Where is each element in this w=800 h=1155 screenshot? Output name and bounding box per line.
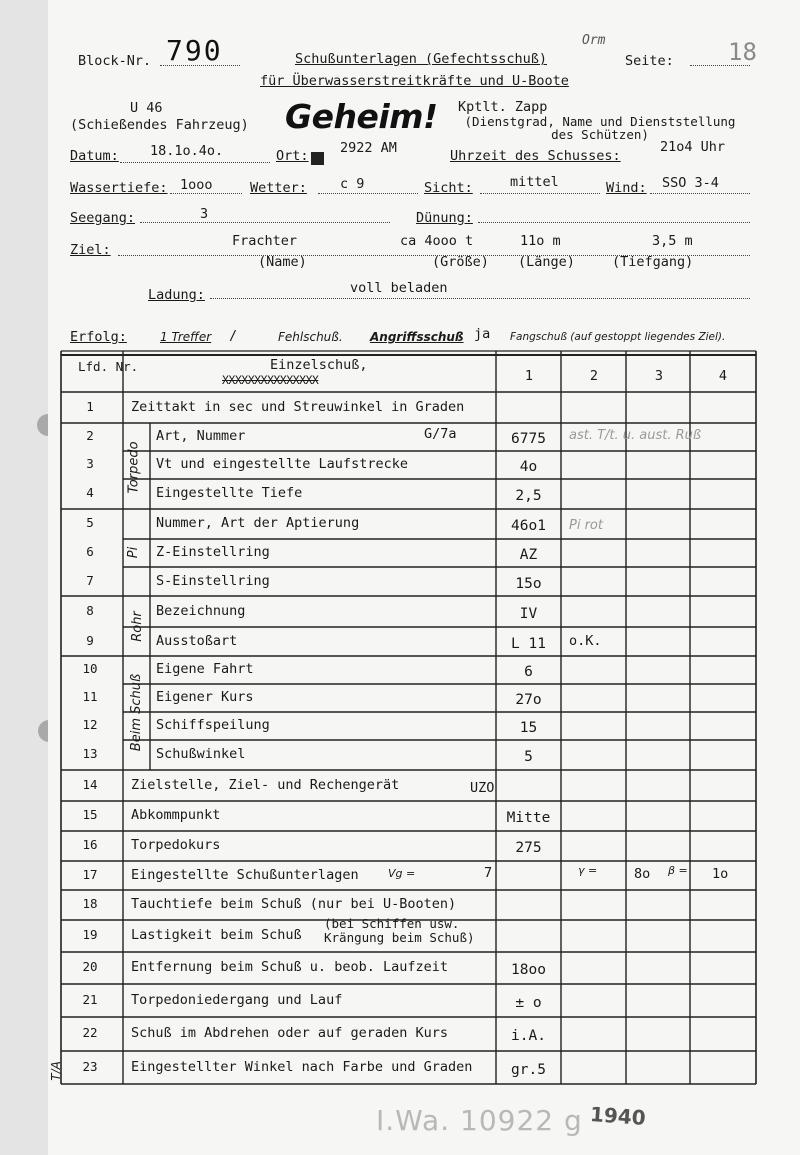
row-label: Lastigkeit beim Schuß (131, 927, 302, 943)
row-label: Eingestellte Tiefe (156, 485, 303, 501)
row-number: 2 (86, 428, 94, 443)
cell-col1: IV (519, 605, 538, 622)
cell-col2-handwritten: Pi rot (569, 518, 603, 533)
row-number: 11 (82, 689, 98, 704)
hits-value: 1 Treffer (160, 330, 212, 344)
margin-note: T/A (48, 1061, 63, 1081)
grid-square-icon (311, 149, 324, 168)
target-size: ca 4ooo t (400, 233, 474, 249)
cell-col1: i.A. (511, 1028, 546, 1044)
group-torpedo: Torpedo (126, 441, 142, 494)
cell-col1: 15 (519, 720, 538, 736)
row-number: 9 (86, 632, 94, 648)
time-value: 21o4 Uhr (660, 139, 726, 155)
result-label: Erfolg: (70, 329, 127, 345)
target-draft: 3,5 m (652, 233, 693, 249)
row-number: 6 (86, 544, 94, 559)
attack-value: ja (474, 326, 491, 342)
row-label: Schußwinkel (156, 746, 246, 762)
row-label: Art, Nummer (156, 428, 246, 444)
form-subtitle: für Überwasserstreitkräfte und U-Boote (260, 73, 569, 89)
row-label: Entfernung beim Schuß u. beob. Laufzeit (131, 959, 448, 975)
cell-col1: 15o (515, 575, 542, 592)
cell-col1: Mitte (506, 810, 551, 826)
row-label: Schuß im Abdrehen oder auf geraden Kurs (131, 1025, 448, 1041)
col-title-struck: XXXXXXXXXXXXXXX (222, 373, 319, 387)
cell-col2: o.K. (569, 632, 602, 649)
row-label: Vt und eingestellte Laufstrecke (156, 456, 408, 472)
depth-value: 1ooo (180, 177, 213, 193)
row-number: 17 (82, 866, 98, 882)
col-title-header: Einzelschuß, (270, 357, 368, 373)
target-length-caption: (Länge) (518, 254, 575, 270)
row-label: Zeittakt in sec und Streuwinkel in Graden (131, 398, 465, 415)
cargo-label: Ladung: (148, 287, 205, 303)
cell-col1: ± o (515, 994, 542, 1011)
result-slash: / (229, 328, 238, 344)
cell-col1: 46o1 (511, 518, 546, 534)
row-number: 14 (82, 776, 98, 792)
cell-col1: 5 (524, 749, 533, 765)
vessel-name: U 46 (130, 100, 163, 116)
row-number: 7 (86, 572, 94, 588)
initials-handwritten: Orm (582, 33, 606, 48)
row-label: Torpedoniedergang und Lauf (131, 991, 343, 1008)
row-label: Bezeichnung (156, 602, 246, 619)
page-number: 18 (728, 38, 757, 66)
target-size-caption: (Größe) (432, 254, 489, 270)
col-lfd-header: Lfd. Nr. (78, 359, 139, 374)
row-extra-value: G/7a (424, 426, 457, 442)
row-number: 15 (82, 807, 98, 822)
miss-label: Fehlschuß. (278, 330, 343, 344)
row-number: 10 (82, 661, 98, 676)
block-number: 790 (166, 34, 223, 67)
cell-col1: gr.5 (511, 1061, 546, 1078)
sea-value: 3 (200, 206, 209, 222)
row-label: Ausstoßart (156, 632, 238, 649)
archive-stamp: I.Wa. 10922 g (376, 1104, 583, 1137)
catch-label: Fangschuß (auf gestoppt liegendes Ziel). (510, 331, 726, 343)
cell-col1: 2,5 (515, 488, 542, 504)
row-number: 4 (86, 485, 94, 500)
visibility-value: mittel (510, 174, 559, 190)
row-label: Eingestellte Schußunterlagen (131, 866, 359, 883)
wind-value: SSO 3-4 (662, 175, 719, 191)
col-header-1: 1 (524, 368, 534, 384)
cargo-value: voll beladen (350, 280, 448, 296)
row-label: Eingestellter Winkel nach Farbe und Graden (131, 1058, 473, 1075)
shooter-name: Kptlt. Zapp (458, 99, 548, 115)
row-label: Schiffspeilung (156, 717, 270, 733)
row-extra-value: UZO (470, 779, 495, 796)
row-number: 16 (82, 837, 98, 852)
cell-col1: 18oo (511, 962, 546, 978)
target-name-caption: (Name) (258, 254, 307, 270)
row-label: Abkommpunkt (131, 807, 221, 823)
gamma-label: γ = (578, 864, 598, 877)
row-number: 21 (82, 991, 98, 1007)
row-number: 12 (82, 717, 98, 732)
secret-stamp: Geheim! (285, 97, 438, 136)
block-label: Block-Nr. (78, 53, 152, 69)
row-label: Eigene Fahrt (156, 661, 254, 677)
visibility-label: Sicht: (424, 180, 473, 196)
row-number: 8 (86, 602, 94, 618)
row19-note-b: Krängung beim Schuß) (324, 930, 475, 945)
wind-label: Wind: (606, 180, 647, 196)
col-header-3: 3 (654, 368, 664, 384)
beta-label: β = (668, 864, 688, 877)
swell-label: Dünung: (416, 210, 473, 226)
attack-label: Angriffsschuß (370, 330, 464, 344)
cell-col1: L 11 (511, 635, 546, 652)
gamma-value: 8o (634, 866, 651, 882)
sea-label: Seegang: (70, 210, 136, 226)
date-value: 18.1o.4o. (150, 143, 224, 159)
cell-col1: 6 (524, 664, 533, 680)
group-rohr: Rohr (129, 611, 145, 642)
target-label: Ziel: (70, 242, 111, 258)
time-label: Uhrzeit des Schusses: (450, 148, 621, 164)
col-header-4: 4 (718, 368, 728, 384)
vessel-caption: (Schießendes Fahrzeug) (70, 117, 249, 133)
archive-year: 1940 (589, 1102, 647, 1130)
row-label: Eigener Kurs (156, 689, 254, 705)
cell-col1: 6775 (511, 431, 546, 447)
row19-note-a: (bei Schiffen usw. (324, 916, 460, 931)
depth-label: Wassertiefe: (70, 180, 168, 196)
row-number: 13 (82, 746, 98, 761)
weather-value: c 9 (340, 176, 365, 192)
row-label: Nummer, Art der Aptierung (156, 515, 360, 531)
row-number: 22 (82, 1025, 98, 1040)
row-label: Tauchtiefe beim Schuß (nur bei U-Booten) (131, 896, 457, 912)
row-label: Torpedokurs (131, 837, 221, 853)
shooter-caption: (Dienstgrad, Name und Dienststellung des Schützen) (464, 114, 736, 142)
cell-col1: 275 (515, 840, 542, 856)
target-name: Frachter (232, 233, 298, 249)
col-header-2: 2 (589, 368, 599, 384)
group-pi: Pi (126, 546, 142, 559)
row-number: 23 (82, 1058, 98, 1074)
row-label: S-Einstellring (156, 572, 270, 589)
page-edge (0, 0, 48, 1155)
date-label: Datum: (70, 148, 119, 164)
row-number: 18 (82, 896, 98, 911)
cell-col1: 27o (515, 692, 542, 708)
cell-col1: AZ (519, 547, 538, 563)
row-label: Z-Einstellring (156, 544, 270, 560)
target-length: 11o m (520, 233, 561, 249)
cell-col1: 4o (519, 459, 538, 475)
place-value: 2922 AM (340, 140, 397, 156)
row-label: Zielstelle, Ziel- und Rechengerät (131, 776, 400, 793)
group-beim-schuss: Beim Schuß (129, 673, 145, 752)
weather-label: Wetter: (250, 180, 307, 196)
row-number: 3 (86, 456, 94, 471)
row-number: 19 (82, 927, 98, 942)
beta-value: 1o (712, 866, 729, 882)
vg-value: 7 (484, 865, 493, 881)
page-label: Seite: (625, 53, 674, 69)
cell-col2-handwritten: ast. T/t. u. aust. Ruß (569, 428, 702, 443)
place-label: Ort: (276, 148, 309, 164)
vg-label: Vg = (388, 867, 416, 880)
row-number: 1 (86, 398, 94, 414)
form-title: Schußunterlagen (Gefechtsschuß) (295, 51, 547, 67)
row-number: 5 (86, 515, 94, 530)
row-number: 20 (82, 959, 98, 974)
target-draft-caption: (Tiefgang) (612, 254, 694, 270)
